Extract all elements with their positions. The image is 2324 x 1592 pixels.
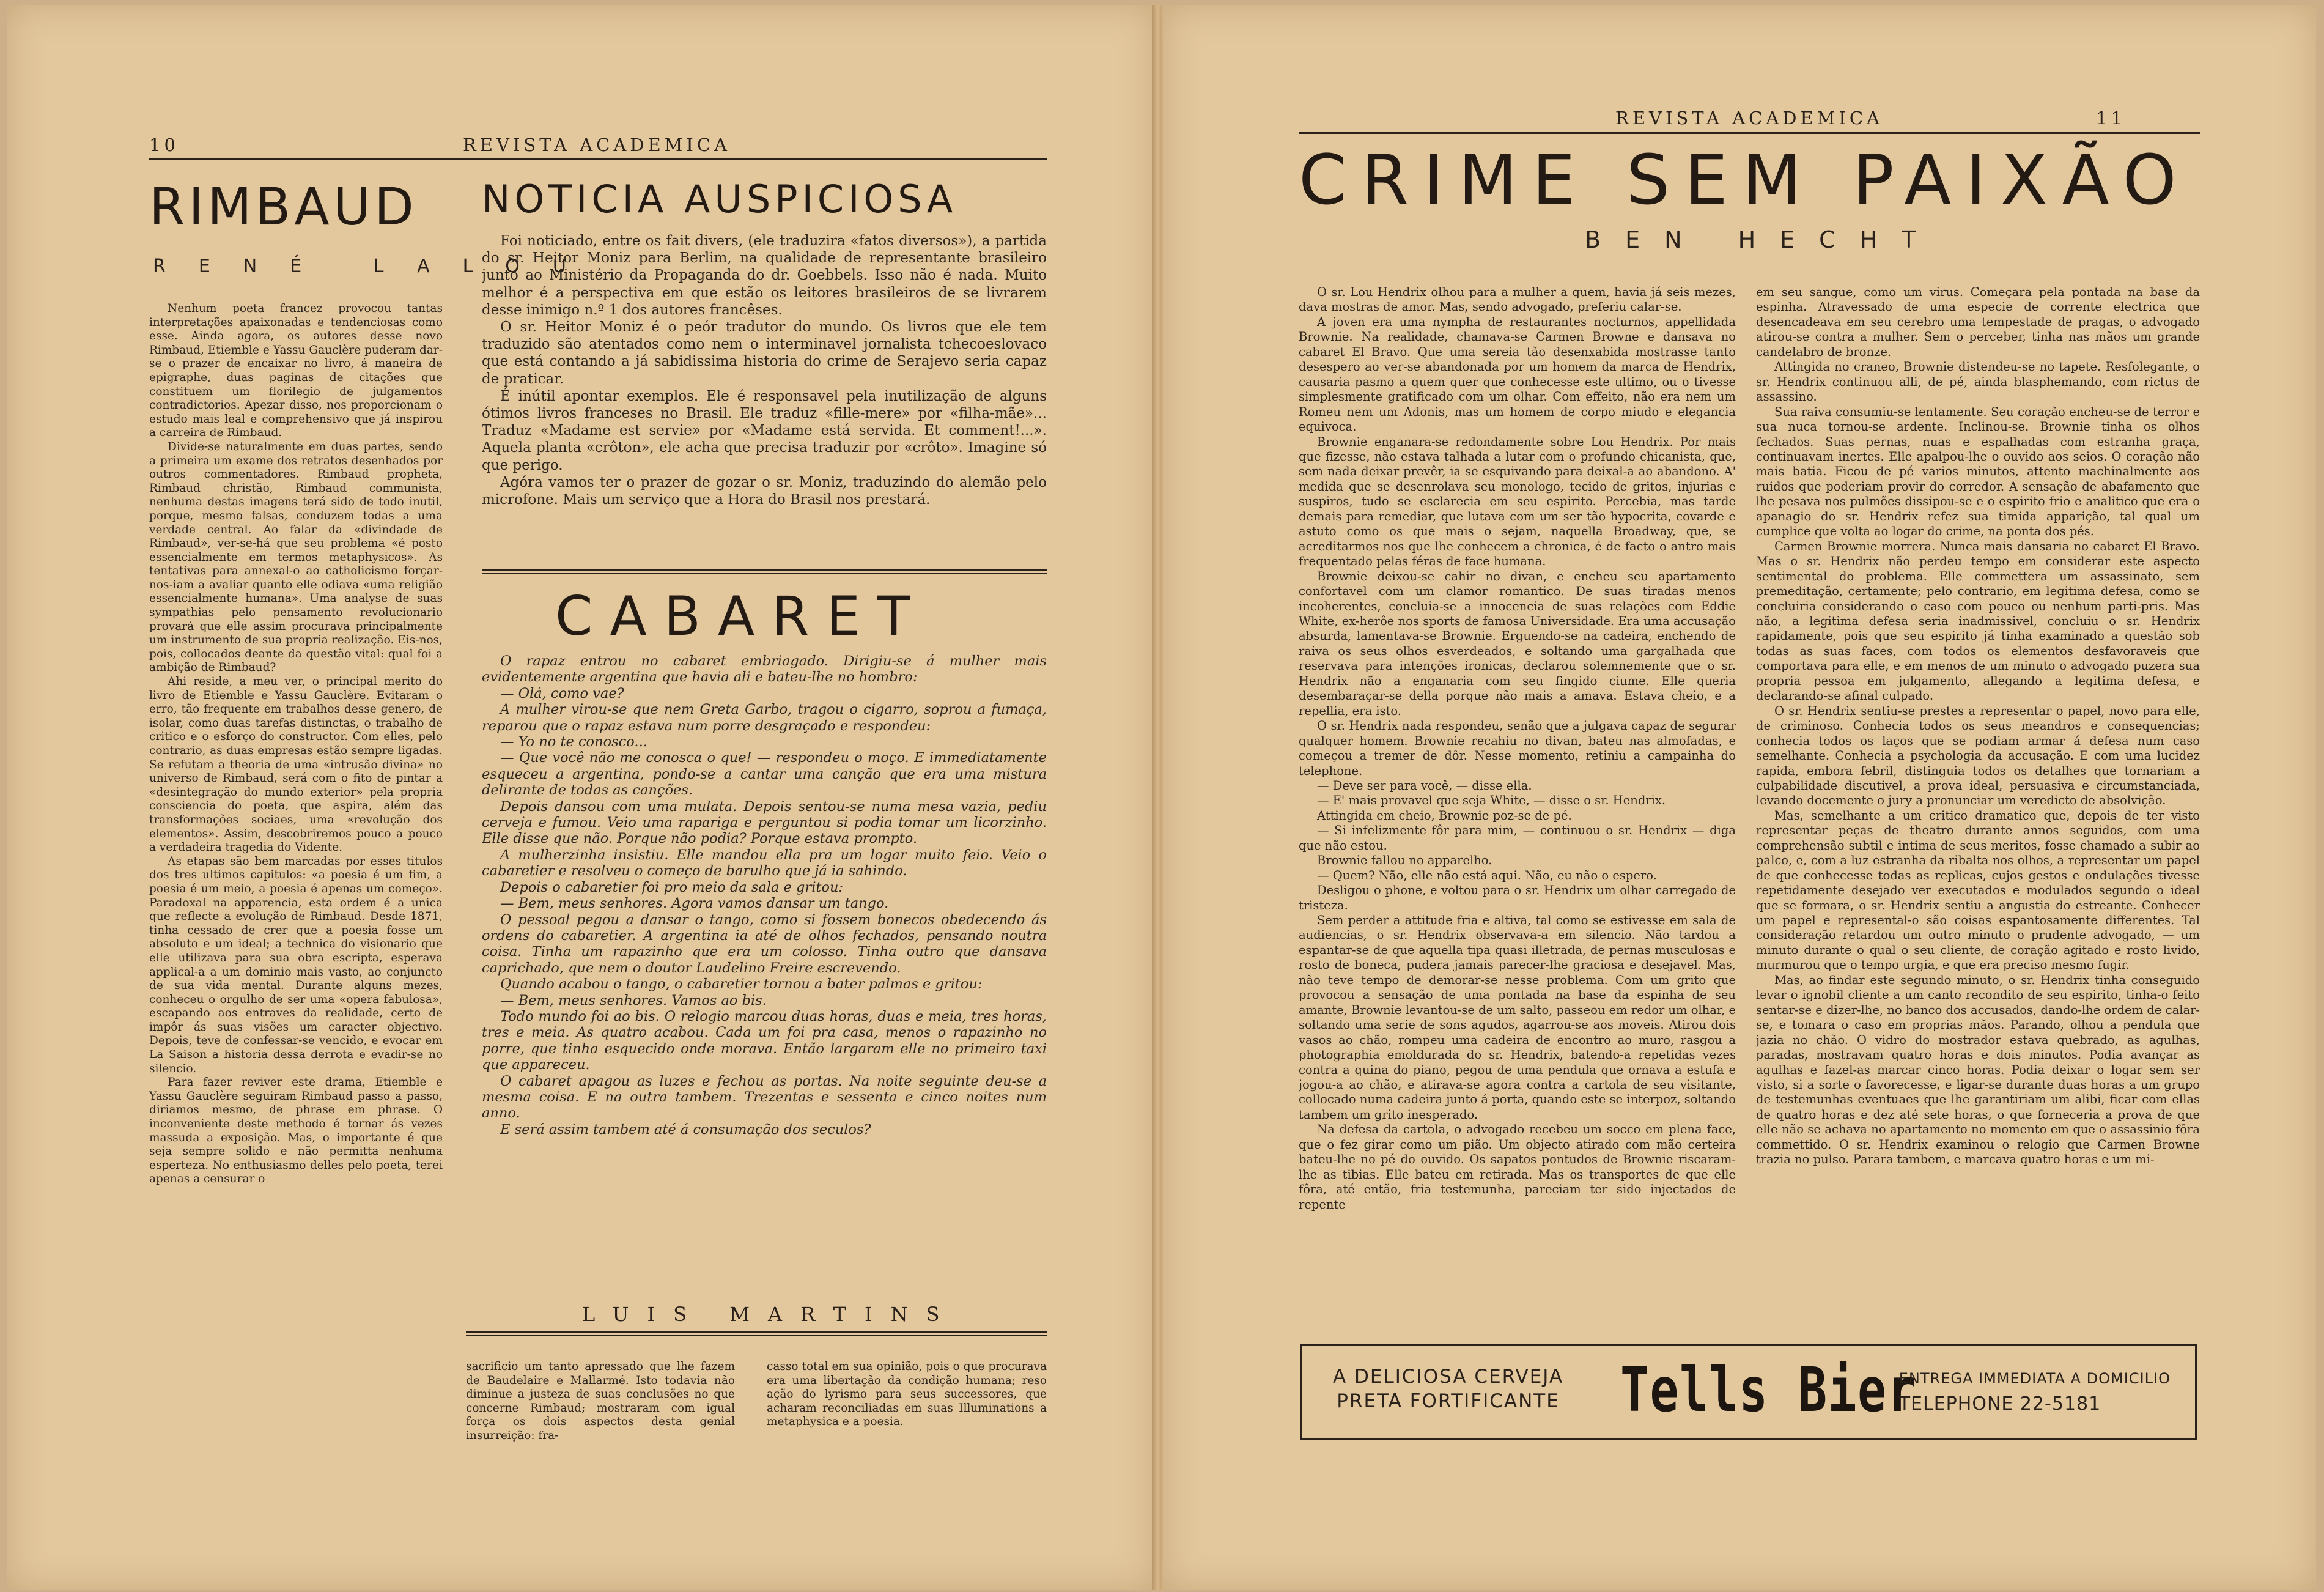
paragraph: Desligou o phone, e voltou para o sr. Hendrix um olhar carregado de tristeza.: [1299, 883, 1736, 913]
cabaret-column: [482, 653, 1047, 1297]
paragraph: em seu sangue, como um virus. Começara pela pontada na base da espinha. Atravessado de uma especie de corrente electrica que desencadeava em seu cerebro uma tempestade de pragas, o advogado atirou-se contra a mulher. Sem o perceber, tinha nas mãos um grande candelabro de bronze.: [1756, 285, 2200, 359]
paragraph: O sr. Hendrix nada respondeu, senão que a julgava capaz de segurar qualquer homem. Brownie recahiu no divan, bateu nas almofadas, e começou a tremer de dôr. Nesse momento, retiniu a campainha do telephone.: [1299, 719, 1736, 778]
rimbaud-column: [149, 302, 443, 1449]
paragraph: Mas, semelhante a um critico dramatico que, depois de ter visto representar peças de theatro durante annos seguidos, com uma comprehensão subtil e intima de seus meritos, fosse chamado a subir ao palco, e, com a luz estranha da ribalta nos olhos, a representar um papel de que conhecesse todas as replicas, cujos gestos e ondulações tivesse repetidamente desejado ver executados e modulados segundo o ideal que se formara, o sr. Hendrix sentiu a angustia do estreante. Conhecer um papel e represental-o são coisas espantosamente differentes. Tal consideração retardou um outro minuto o prudente advogado, — um minuto durante o qual o seu cliente, de coração agitado e rosto livido, murmurou que o tempo urgia, e que era preciso mesmo fugir.: [1756, 808, 2200, 972]
paragraph: Brownie deixou-se cahir no divan, e encheu seu apartamento confortavel com um clamor romantico. De suas tiradas menos incoherentes, concluia-se a innocencia de suas relações com Eddie White, ex-herôe nos sports de famosa Universidade. Era uma accusação absurda, lamentava-se Brownie. Erguendo-se na cadeira, enchendo de raiva os seus olhos esverdeados, e soltando uma gargalhada que reservava para intenções ironicas, declarou solemnemente que o sr. Hendrix não a enganaria com seu fingido ciume. Elle queria desembaraçar-se della porque não mais a amava. Estava cheio, e a repellia, era isto.: [1299, 569, 1736, 718]
paragraph: — Bem, meus senhores. Agora vamos dansar um tango.: [500, 895, 889, 912]
ad-brand-name: Tells Bier: [1620, 1354, 1917, 1426]
paragraph: — Quem? Não, elle não está aqui. Não, eu não o espero.: [1317, 868, 1657, 883]
noticia-column: [482, 232, 1047, 563]
paragraph: Brownie fallou no apparelho.: [1317, 853, 1492, 868]
paragraph: Depois o cabaretier foi pro meio da sala e gritou:: [500, 879, 844, 895]
crime-column-2: [1756, 285, 2200, 1325]
paragraph: A mulher virou-se que nem Greta Garbo, tragou o cigarro, soprou a fumaça, reparou que o rapaz estava num porre desgraçado e respondeu:: [482, 702, 1047, 734]
ad-tagline: [1333, 1364, 1563, 1413]
crime-column-1: [1299, 285, 1736, 1325]
paragraph: O sr. Heitor Moniz é o peór tradutor do mundo. Os livros que ele tem traduzido são atentados como nem o interminavel jornalista tchecoeslovaco que está contando a já sabidissima historia do crime de Serajevo seria capaz de praticar.: [482, 319, 1047, 387]
paragraph: E será assim tambem até á consumação dos seculos?: [500, 1121, 871, 1138]
paragraph: Attingida no craneo, Brownie distendeu-se no tapete. Resfolegante, o sr. Hendrix continuou alli, de pé, ainda blasphemando, com rictus de assassino.: [1756, 360, 2200, 404]
cabaret-author: LUIS MARTINS: [582, 1303, 958, 1326]
magazine-spread: [7, 5, 2316, 1590]
paragraph: Mas, ao findar este segundo minuto, o sr. Hendrix tinha conseguido levar o ignobil cliente a um canto recondito de seu espirito, tinha-o feito sentar-se e dizer-lhe, no banco dos accusados, dando-lhe ordem de calar-se, e tomara o caso em proprias mãos. Parando, olhou a pendula que jazia no chão. O vidro do mostrador estava quebrado, as agulhas, paradas, mostravam quatro horas e dois minutos. Podia avançar as agulhas e fazel-as marcar cinco horas. Podia deixar o logar sem ser visto, si a sorte o favorecesse, e ligar-se durante duas horas a um grupo de testemunhas eventuaes que lhe garantiriam um alibi, ficar com ellas de quatro horas e dez até sete horas, o que forneceria a prova de que elle não se achava no apartamento no momento em que o assassinio fôra commettido. O sr. Hendrix examinou o relogio que Carmen Browne trazia no pulso. Parara tambem, e marcava quatro horas e um mi-: [1756, 972, 2200, 1167]
paragraph: — E' mais provavel que seja White, — disse o sr. Hendrix.: [1317, 793, 1666, 808]
right-page: [1163, 5, 2316, 1590]
paragraph: Sem perder a attitude fria e altiva, tal como se estivesse em sala de audiencias, o sr. Hendrix observava-a em silencio. Não tardou a espantar-se de que aquella tipa quasi illetrada, de pernas musculosas e rosto de boneca, pudera jamais parecer-lhe graciosa e desejavel. Mas, não teve tempo de demorar-se nesse problema. Com um grito que provocou a sensação de uma pontada na base da espinha de seu amante, Brownie levantou-se de um salto, passeou em redor um olhar, e soltando uma serie de sons agudos, agarrou-se aos moveis. Atirou dois vasos ao chão, rompeu uma cadeira de encontro ao muro, rasgou a photographia emoldurada do sr. Hendrix, batendo-a repetidas vezes contra a quina do piano, pegou de uma pendula que ornava a estufa e jogou-a ao chão, e atirava-se agora contra a cartola de seu visitante, collocado numa cadeira junto á porta, quando este se interpoz, soltando tambem um grito inesperado.: [1299, 913, 1736, 1122]
paragraph: Ahi reside, a meu ver, o principal merito do livro de Etiemble e Yassu Gauclère. Evitaram o erro, tão frequente em trabalhos desse genero, de isolar, como duas tarefas distinctas, o trabalho de critico e o esforço do constructor. Com elles, pelo contrario, as duas empresas estão sempre ligadas. Se refutam a theoria de uma «intrusão divina» no universo de Rimbaud, será com o fito de pintar a «desintegração do mundo exterior» pela propria consciencia do poeta, que aspira, além das transformações sociaes, uma «revolução dos elementos». Assim, descobriremos pouco a pouco a verdadeira tragedia do Vidente.: [149, 675, 443, 854]
paragraph: Brownie enganara-se redondamente sobre Lou Hendrix. Por mais que fizesse, não estava talhada a lutar com o profundo chicanista, que, sem nada deixar prevêr, ia se esquivando para deixal-a ao abandono. A' medida que se desenrolava seu monologo, tecido de gritos, injurias e suspiros, tudo se esclarecia em seu espirito. Percebia, mas tarde demais para remediar, que lutava com um ser tão hypocrita, covarde e astuto como os que mais o sejam, naquella Broadway, que, se acreditarmos nos que lhe conhecem a chronica, é de facto o antro mais frequentado pelas féras de face humana.: [1299, 434, 1736, 569]
section-rule-double: [482, 573, 1047, 574]
crime-author: BEN HECHT: [1585, 226, 1941, 253]
paragraph: Todo mundo foi ao bis. O relogio marcou duas horas, duas e meia, tres horas, tres e meia. As quatro acabou. Cada um foi pra casa, menos o rapazinho no porre, que tinha esquecido onde morava. Então largaram elle no primeiro taxi que appareceu.: [482, 1008, 1047, 1073]
beer-advertisement: [1300, 1344, 2197, 1440]
paragraph: — Deve ser para você, — disse ella.: [1317, 778, 1532, 793]
paragraph: O sr. Hendrix sentiu-se prestes a representar o papel, novo para elle, de criminoso. Conhecia todos os seus meandros e consequencias; conhecia todos os laços que se podiam armar á defesa num caso semelhante. Conhecia a psychologia da accusação. E com uma lucidez rapida, embora febril, distinguia todos os detalhes que tornariam a culpabilidade discutivel, a prova ideal, persuasiva e circumstanciada, levando docemente o jury a pronunciar um veredicto de absolvição.: [1756, 703, 2200, 808]
paragraph: Para fazer reviver este drama, Etiemble e Yassu Gauclère seguiram Rimbaud passo a passo, diriamos mesmo, de phrase em phrase. O inconveniente deste methodo é tornar ás vezes massuda a exposição. Mas, o importante é que seja sempre solido e não permitta nenhuma esperteza. No enthusiasmo delles pelo poeta, terei apenas a censurar o: [149, 1076, 443, 1186]
section-rule: [466, 1331, 1047, 1333]
paragraph: É inútil apontar exemplos. Ele é responsavel pela inutilização de alguns ótimos livros franceses no Brasil. Ele traduz «fille-mere» por «filha-mãe»... Traduz «Madame est servie» por «Madame está servida. Et comment!...». Aquela planta «crôton», ele acha que precisa traduzir por «crôto». Imagine só que perigo.: [482, 388, 1047, 473]
left-running-head: REVISTA ACADEMICA: [463, 135, 731, 155]
paragraph: — Olá, como vae?: [500, 685, 624, 702]
paragraph: casso total em sua opinião, pois o que procurava era uma libertação da condição humana; reso ação do lyrismo para seus successores, que acharam reconciliadas em suas Illuminations a metaphysica e a poesia.: [767, 1360, 1047, 1429]
paragraph: O cabaret apagou as luzes e fechou as portas. Na noite seguinte deu-se a mesma coisa. E na outra tambem. Trezentas e sessenta e cinco noites num anno.: [482, 1073, 1047, 1122]
header-rule: [1299, 132, 2200, 134]
section-rule-double: [466, 1335, 1047, 1336]
paragraph: O sr. Lou Hendrix olhou para a mulher a quem, havia já seis mezes, dava mostras de amor. Mas, sendo advogado, preferiu calar-se.: [1299, 285, 1736, 314]
right-running-head: REVISTA ACADEMICA: [1615, 108, 1883, 128]
rimbaud-title: RIMBAUD: [149, 177, 418, 237]
paragraph: — Yo no te conosco...: [500, 734, 647, 750]
left-page: [7, 5, 1156, 1590]
paragraph: As etapas são bem marcadas por esses titulos dos tres ultimos capitulos: «a poesia é um fim, a poesia é um meio, a poesia é apenas um começo». Paradoxal na apparencia, esta ordem é a unica que reflecte a evolução de Rimbaud. Desde 1871, tinha cessado de crer que a poesia fosse um absoluto e um ideal; a technica do visionario que elle utilizava para sua obra escripta, esperava applical-a a um dominio mais vasto, ao conjuncto de sua vida mental. Durante alguns mezes, conheceu o orgulho de ser uma «opera fabulosa», escapando aos entraves da realidade, certo de impôr ás suas visões um caracter objectivo. Depois, teve de confessar-se vencido, e evocar em La Saison a historia dessa derrota e evadir-se no silencio.: [149, 854, 443, 1075]
header-rule: [149, 158, 1047, 160]
rimbaud-continuation-a: [466, 1360, 735, 1452]
paragraph: sacrificio um tanto apressado que lhe fazem de Baudelaire e Mallarmé. Isto todavia não diminue a justeza de suas conclusões no que concerne Rimbaud; mostraram com igual força os dois aspectos desta genial insurreição: fra-: [466, 1360, 735, 1442]
paragraph: Agóra vamos ter o prazer de gozar o sr. Moniz, traduzindo do alemão pelo microfone. Mais um serviço que a Hora do Brasil nos prestará.: [482, 474, 1047, 508]
paragraph: — Bem, meus senhores. Vamos ao bis.: [500, 992, 767, 1009]
rimbaud-author: RENÉ LALOU: [153, 256, 599, 277]
cabaret-title: CABARET: [555, 585, 928, 648]
crime-title: CRIME SEM PAIXÃO: [1299, 141, 2191, 220]
paragraph: Na defesa da cartola, o advogado recebeu um socco em plena face, que o fez girar como um pião. Um objecto atirado com mão certeira bateu-lhe no pé do ouvido. Os sapatos pontudos de Brownie riscaram-lhe as tibias. Elle bateu em retirada. Mas os transportes de que elle fôra, até então, fria testemunha, pareciam ter sido injectados de repente: [1299, 1122, 1736, 1212]
paragraph: — Si infelizmente fôr para mim, — continuou o sr. Hendrix — diga que não estou.: [1299, 823, 1736, 853]
ad-contact: [1899, 1366, 2171, 1417]
paragraph: Foi noticiado, entre os fait divers, (ele traduzira «fatos diversos»), a partida do sr. Heitor Moniz para Berlim, na qualidade de representante brasileiro junto ao Ministério da Propaganda do dr. Goebbels. Isso não é nada. Muito melhor é a perspectiva em que estão os leitores brasileiros de se livrarem desse inimigo n.º 1 dos autores francêses.: [482, 233, 1047, 318]
paragraph: O rapaz entrou no cabaret embriagado. Dirigiu-se á mulher mais evidentemente argentina que havia ali e bateu-lhe no hombro:: [482, 653, 1047, 686]
paragraph: Carmen Brownie morrera. Nunca mais dansaria no cabaret El Bravo. Mas o sr. Hendrix não perdeu tempo em considerar este aspecto sentimental do problema. Elle commettera um assassinato, sem premeditação, certamente; pelo contrario, em legitima defesa, como se concluiria considerando o caso com pouco ou nenhum parti-pris. Mas não, a legitima defesa seria inadmissivel, concluiu o sr. Hendrix rapidamente, pois que seu espirito já tinha examinado a questão sob todas as suas faces, com todos os elementos desfavoraveis que comportava para elle, e em menos de um minuto o advogado puzera sua propria pessoa em julgamento, allegando a legitima defesa, e declarando-se afinal culpado.: [1756, 539, 2200, 703]
paragraph: A joven era uma nympha de restaurantes nocturnos, appellidada Brownie. Na realidade, chamava-se Carmen Browne e dansava no cabaret El Bravo. Que uma sereia tão desenxabida mostrasse tanto desespero ao ver-se abandonada por um homem da marca de Hendrix, causaria pasmo a quem quer que conhecesse este ultimo, ou o tivesse simplesmente gratificado com um olhar. Com effeito, não era nem um Romeu nem um Adonis, mas um homem de corpo miudo e elegancia equivoca.: [1299, 314, 1736, 434]
ad-delivery-line: ENTREGA IMMEDIATA A DOMICILIO: [1898, 1370, 2171, 1387]
noticia-title: NOTICIA AUSPICIOSA: [482, 177, 957, 221]
paragraph: Sua raiva consumiu-se lentamente. Seu coração encheu-se de terror e sua nuca tornou-se ardente. Inclinou-se. Brownie tinha os olhos fechados. Suas pernas, nuas e espalhadas com estranha graça, continuavam inertes. Elle apalpou-lhe o ouvido aos seios. O coração não mais batia. Ficou de pé varios minutos, attento machinalmente aos ruidos que poderiam provir do corredor. A sensação de abafamento que lhe pesava nos pulmões dissipou-se e o espirito frio e analitico que era o apanagio do sr. Hendrix refez sua timida apparição, tal qual um cumplice que volta ao logar do crime, na ponta dos pés.: [1756, 404, 2200, 539]
right-page-number: 11: [2096, 108, 2126, 128]
paragraph: Divide-se naturalmente em duas partes, sendo a primeira um exame dos retratos desenhados por outros commentadores. Rimbaud propheta, Rimbaud christão, Rimbaud communista, nenhuma destas imagens terá sido de todo inutil, porque, mesmo falsas, conduzem todas a uma verdade central. Ao falar da «divindade de Rimbaud», ver-se-há que seu problema «é posto essencialmente em termos metaphysicos». As tentativas para annexal-o ao catholicismo forçar-nos-iam a avaliar quanto elle odiava «uma religião essencialmente humana». Uma analyse de suas sympathias pelo pensamento revolucionario provará que elle assim procurava principalmente um instrumento de sua propria realização. Eis-nos, pois, collocados deante da questão vital: qual foi a ambição de Rimbaud?: [149, 440, 443, 675]
ad-tagline-line-1: A DELICIOSA CERVEJA: [1333, 1366, 1564, 1388]
paragraph: Depois dansou com uma mulata. Depois sentou-se numa mesa vazia, pediu cerveja e fumou. Veio uma rapariga e perguntou si podia tomar um licorzinho. Elle disse que não. Porque não podia? Porque estava prompto.: [482, 798, 1047, 847]
ad-tagline-line-2: PRETA FORTIFICANTE: [1337, 1390, 1560, 1412]
rimbaud-continuation-b: [767, 1360, 1047, 1452]
left-page-number: 10: [149, 135, 179, 155]
paragraph: Quando acabou o tango, o cabaretier tornou a bater palmas e gritou:: [500, 976, 983, 993]
paragraph: — Que você não me conosca o que! — respondeu o moço. E immediatamente esqueceu a argentina, pondo-se a cantar uma canção que era uma mistura delirante de todas as canções.: [482, 750, 1047, 799]
section-rule: [482, 569, 1047, 571]
paragraph: A mulherzinha insistiu. Elle mandou ella pra um logar muito feio. Veio o cabaretier e resolveu o começo de barulho que já ia sahindo.: [482, 846, 1047, 879]
paragraph: Attingida em cheio, Brownie poz-se de pé.: [1317, 808, 1572, 823]
ad-telephone-line: TELEPHONE 22-5181: [1898, 1393, 2101, 1415]
paragraph: O pessoal pegou a dansar o tango, como si fossem bonecos obedecendo ás ordens do cabaretier. A argentina ia até de olhos fechados, pensando noutra coisa. Tinha um rapazinho que era um colosso. Tinha outro que dansava caprichado, que nem o doutor Laudelino Freire escrevendo.: [482, 911, 1047, 976]
paragraph: Nenhum poeta francez provocou tantas interpretações apaixonadas e tendenciosas como esse. Ainda agora, os autores desse novo Rimbaud, Etiemble e Yassu Gauclère puderam dar-se o prazer de encaixar no livro, á maneira de epigraphe, duas paginas de citações que constituem um florilegio de julgamentos contradictorios. Apezar disso, nos proporcionam o estudo mais leal e comprehensivo que já inspirou a carreira de Rimbaud.: [149, 302, 443, 440]
